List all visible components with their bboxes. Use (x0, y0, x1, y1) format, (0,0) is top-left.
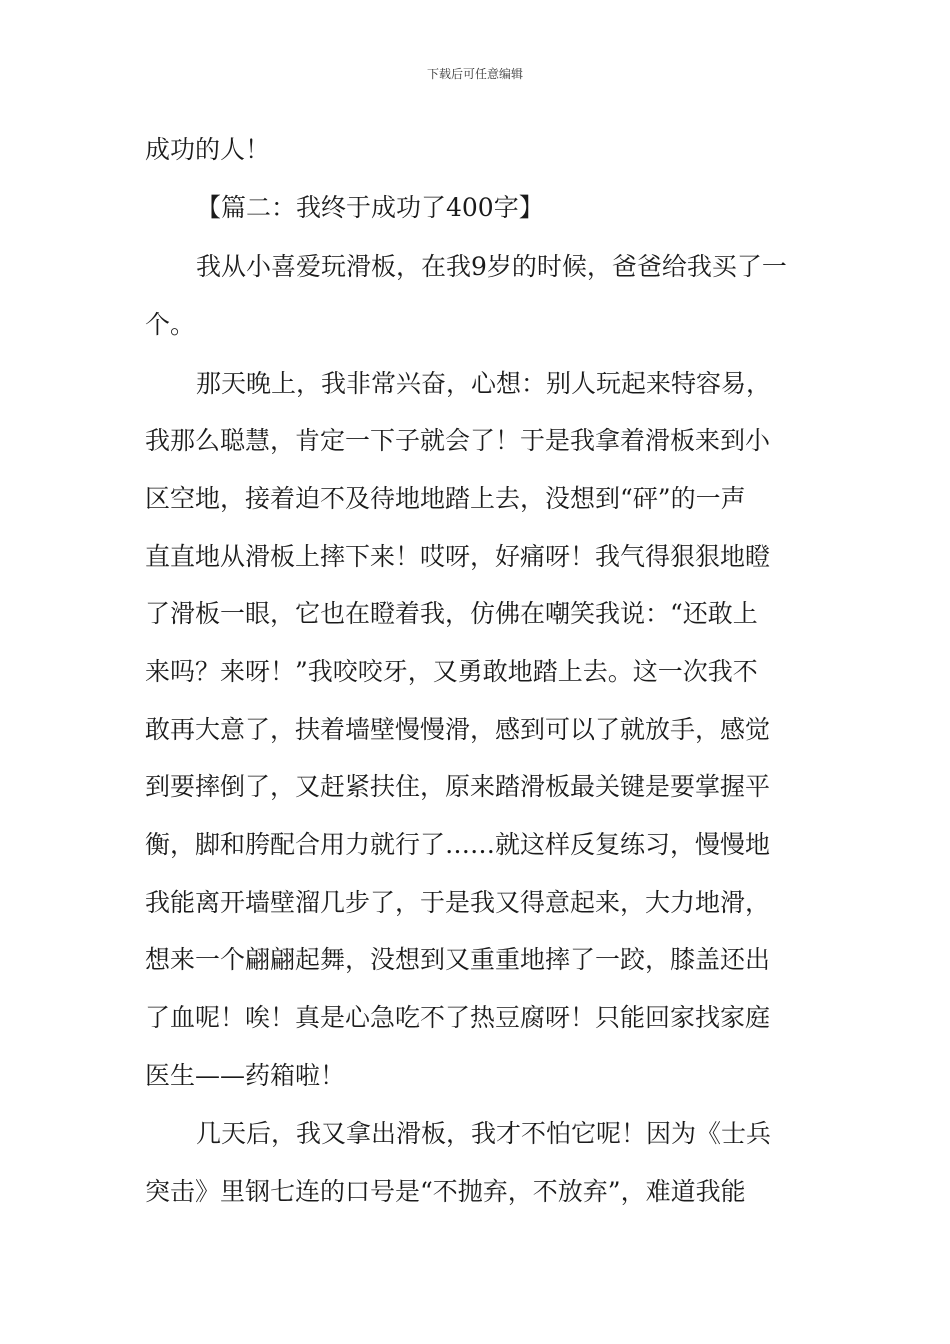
text-line: 那天晚上，我非常兴奋，心想：别人玩起来特容易， (196, 369, 772, 398)
text-line: 我从小喜爱玩滑板，在我9岁的时候，爸爸给我买了一 (196, 252, 787, 281)
text-line: 成功的人！ (145, 135, 271, 164)
text-line: 医生——药箱啦！ (145, 1061, 346, 1090)
text-line: 直直地从滑板上摔下来！哎呀，好痛呀！我气得狠狠地瞪 (145, 542, 771, 571)
text-line: 突击》里钢七连的口号是“不抛弃，不放弃”，难道我能 (145, 1177, 746, 1206)
text-line: 衡，脚和胯配合用力就行了……就这样反复练习，慢慢地 (145, 830, 771, 859)
text-line: 区空地，接着迫不及待地地踏上去，没想到“砰”的一声 (145, 484, 746, 513)
text-line: 几天后，我又拿出滑板，我才不怕它呢！因为《士兵 (196, 1119, 772, 1148)
page-header: 下载后可任意编辑 (426, 67, 523, 81)
text-line: 来吗？来呀！”我咬咬牙，又勇敢地踏上去。这一次我不 (145, 657, 758, 686)
text-line: 想来一个翩翩起舞，没想到又重重地摔了一跤，膝盖还出 (145, 945, 771, 974)
text-line: 我能离开墙壁溜几步了，于是我又得意起来，大力地滑， (145, 888, 771, 917)
text-line: 了滑板一眼，它也在瞪着我，仿佛在嘲笑我说：“还敢上 (145, 599, 758, 628)
text-line: 我那么聪慧，肯定一下子就会了！于是我拿着滑板来到小 (145, 426, 771, 455)
text-line: 敢再大意了，扶着墙壁慢慢滑，感到可以了就放手，感觉 (145, 715, 771, 744)
text-line: 了血呢！唉！真是心急吃不了热豆腐呀！只能回家找家庭 (145, 1003, 771, 1032)
text-line: 个。 (145, 310, 196, 339)
text-line: 到要摔倒了，又赶紧扶住，原来踏滑板最关键是要掌握平 (145, 772, 771, 801)
section-title: 【篇二：我终于成功了400字】 (196, 193, 544, 222)
